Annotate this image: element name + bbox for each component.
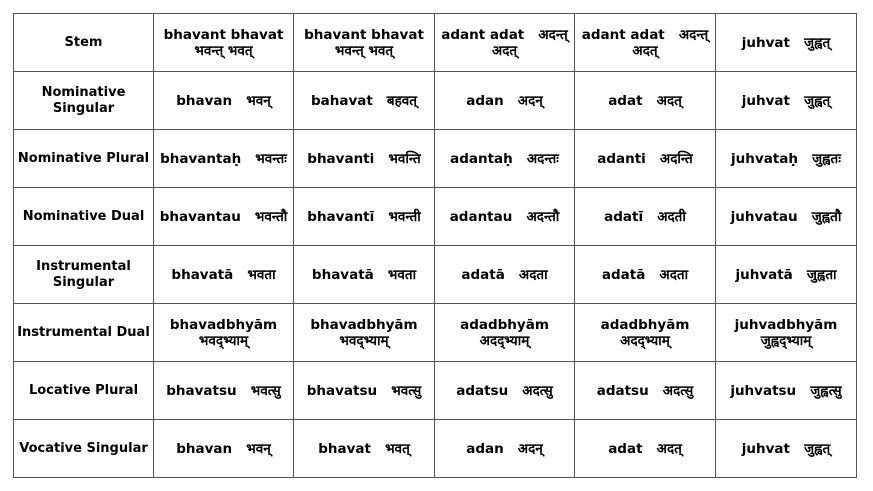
cell-line-1: adantau अदन्तौ xyxy=(449,208,560,225)
cell-line-1: adatī अदती xyxy=(604,208,686,225)
cell-line-2: अदद्भ्याम् xyxy=(620,332,670,349)
table-row xyxy=(14,362,857,420)
table-cell xyxy=(154,14,294,72)
cell-line-1: adantaḥ अदन्तः xyxy=(450,150,559,167)
cell-line-1: adanti अदन्ति xyxy=(597,150,693,167)
cell-line-1: adan अदन् xyxy=(466,440,543,457)
cell-line-1: juhvataḥ जुह्वतः xyxy=(731,150,841,167)
table-cell xyxy=(435,420,575,478)
cell-line-2: भवद्भ्याम् xyxy=(339,332,389,349)
table-cell xyxy=(716,420,857,478)
table-cell xyxy=(154,130,294,188)
cell-line-1: bhavan भवन् xyxy=(176,92,271,109)
table-row xyxy=(14,14,857,72)
cell-line-1: juhvadbhyām xyxy=(734,316,838,333)
table-cell xyxy=(154,362,294,420)
table-cell xyxy=(294,246,435,304)
table-row xyxy=(14,130,857,188)
cell-line-1: juhvatsu जुह्वत्सु xyxy=(730,382,842,399)
row-label: Nominative Dual xyxy=(14,188,154,246)
table-cell xyxy=(294,130,435,188)
row-label: Locative Plural xyxy=(14,362,154,420)
cell-line-2: भवन्त् भवत् xyxy=(194,42,253,59)
cell-line-1: bhavan भवन् xyxy=(176,440,271,457)
cell-line-1: juhvat जुह्वत् xyxy=(741,440,831,457)
table-cell xyxy=(294,72,435,130)
cell-line-1: bhavatsu भवत्सु xyxy=(166,382,281,399)
table-cell xyxy=(154,72,294,130)
cell-line-2: अदद्भ्याम् xyxy=(479,332,530,349)
table-row xyxy=(14,420,857,478)
cell-line-1: adan अदन् xyxy=(466,92,543,109)
row-label: Nominative Plural xyxy=(14,130,154,188)
row-label: Nominative Singular xyxy=(14,72,154,130)
cell-line-1: bhavatā भवता xyxy=(171,266,276,283)
table-cell xyxy=(294,14,435,72)
cell-line-1: bhavatā भवता xyxy=(311,266,417,283)
cell-line-1: bhavat भवत् xyxy=(318,440,410,457)
table-row xyxy=(14,246,857,304)
declension-table xyxy=(13,13,857,478)
table-cell xyxy=(435,362,575,420)
table-cell xyxy=(154,420,294,478)
cell-line-1: bhavantī भवन्ती xyxy=(307,208,421,225)
table-cell xyxy=(575,246,716,304)
table-cell xyxy=(716,362,857,420)
table-cell xyxy=(575,14,716,72)
table-cell xyxy=(716,14,857,72)
cell-line-1: adadbhyām xyxy=(600,316,690,333)
table-cell xyxy=(435,246,575,304)
cell-line-1: bhavant bhavat xyxy=(304,26,424,43)
cell-line-1: juhvat जुह्वत् xyxy=(741,92,831,109)
table-row xyxy=(14,72,857,130)
cell-line-1: adatsu अदत्सु xyxy=(456,382,553,399)
cell-line-1: bhavantau भवन्तौ xyxy=(159,208,288,225)
table-cell xyxy=(294,362,435,420)
cell-line-1: bhavatsu भवत्सु xyxy=(306,382,422,399)
table-cell xyxy=(575,304,716,362)
table-cell xyxy=(154,304,294,362)
table-cell xyxy=(154,246,294,304)
cell-line-1: adatā अदता xyxy=(601,266,689,283)
table-cell xyxy=(575,420,716,478)
cell-line-1: adat अदत् xyxy=(608,92,682,109)
table-cell xyxy=(435,188,575,246)
cell-line-1: adant adat अदन्त् xyxy=(441,26,568,43)
cell-line-1: bhavant bhavat xyxy=(163,26,284,43)
cell-line-1: adant adat अदन्त् xyxy=(581,26,709,43)
row-label: Vocative Singular xyxy=(14,420,154,478)
cell-line-1: bahavat बहवत् xyxy=(310,92,418,109)
cell-line-1: bhavanti भवन्ति xyxy=(307,150,421,167)
table-cell xyxy=(575,362,716,420)
cell-line-1: bhavantaḥ भवन्तः xyxy=(160,150,287,167)
table-cell xyxy=(294,420,435,478)
cell-line-1: adatsu अदत्सु xyxy=(596,382,694,399)
table-cell xyxy=(575,72,716,130)
cell-line-1: juhvatā जुह्वता xyxy=(735,266,837,283)
cell-line-2: भवन्त् भवत् xyxy=(334,42,394,59)
table-cell xyxy=(575,188,716,246)
cell-line-2: जुह्वद्भ्याम् xyxy=(760,332,812,349)
table-cell xyxy=(294,188,435,246)
row-label: Instrumental Singular xyxy=(14,246,154,304)
table-row xyxy=(14,188,857,246)
cell-line-1: adadbhyām xyxy=(460,316,549,333)
table-cell xyxy=(435,14,575,72)
cell-line-1: juhvat जुह्वत् xyxy=(741,34,831,51)
table-cell xyxy=(294,304,435,362)
cell-line-1: adat अदत् xyxy=(608,440,682,457)
row-label: Instrumental Dual xyxy=(14,304,154,362)
table-row xyxy=(14,304,857,362)
cell-line-1: juhvatau जुह्वतौ xyxy=(730,208,842,225)
cell-line-2: अदत् xyxy=(632,42,658,59)
table-cell xyxy=(716,304,857,362)
table-cell xyxy=(154,188,294,246)
table-cell xyxy=(435,130,575,188)
cell-line-1: bhavadbhyām xyxy=(169,316,278,333)
table-cell xyxy=(435,72,575,130)
table-cell xyxy=(716,246,857,304)
table-cell xyxy=(716,72,857,130)
table-cell xyxy=(716,130,857,188)
cell-line-2: भवद्भ्याम् xyxy=(198,332,249,349)
table-cell xyxy=(575,130,716,188)
table-cell xyxy=(435,304,575,362)
cell-line-1: bhavadbhyām xyxy=(310,316,418,333)
table-cell xyxy=(716,188,857,246)
row-label: Stem xyxy=(14,14,154,72)
cell-line-1: adatā अदता xyxy=(461,266,548,283)
cell-line-2: अदत् xyxy=(491,42,518,59)
